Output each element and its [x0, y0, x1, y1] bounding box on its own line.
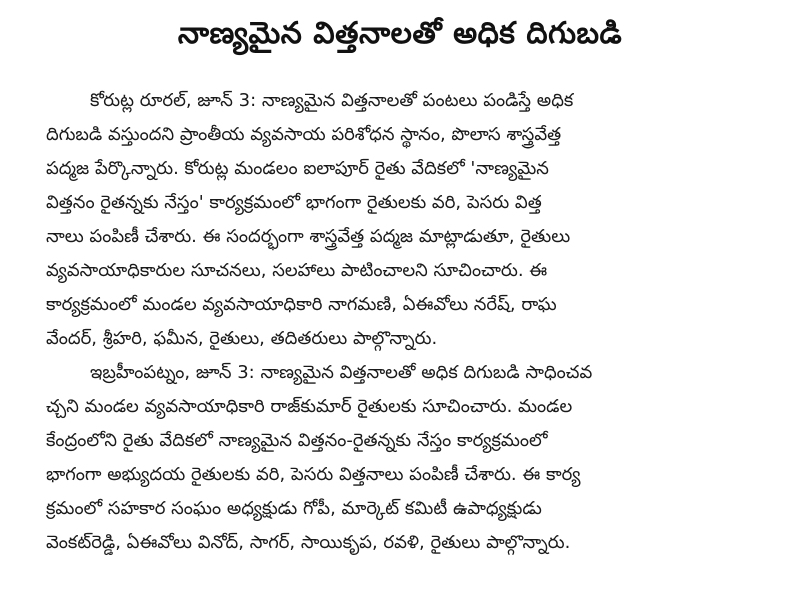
paragraph-line: భాగంగా అభ్యుదయ రైతులకు వరి, పెసరు విత్తనాలు పంపిణీ చేశారు. ఈ కార్య [46, 464, 581, 485]
paragraph-line: దిగుబడి వస్తుందని ప్రాంతీయ వ్యవసాయ పరిశోధన స్థానం, పొలాస శాస్త్రవేత్త [46, 124, 562, 145]
page-bottom-edge [0, 607, 800, 615]
paragraph-line: చ్చని మండల వ్యవసాయాధికారి రాజ్‌కుమార్ రైతులకు సూచించారు. మండల [46, 396, 573, 417]
paragraph-line: కేంద్రంలోని రైతు వేదికలో నాణ్యమైన విత్తనం-రైతన్నకు నేస్తం కార్యక్రమంలో [46, 430, 548, 451]
paragraph-line: విత్తనం రైతన్నకు నేస్తం' కార్యక్రమంలో భాగంగా రైతులకు వరి, పెసరు విత్త [46, 192, 542, 213]
paragraph-korutla [46, 84, 770, 356]
headline: నాణ్యమైన విత్తనాలతో అధిక దిగుబడి [177, 16, 623, 51]
article-body [46, 84, 770, 560]
paragraph-line: క్రమంలో సహకార సంఘం అధ్యక్షుడు గోపీ, మార్కెట్ కమిటీ ఉపాధ్యక్షుడు [46, 498, 542, 519]
paragraph-line: వేందర్, శ్రీహరి, ఫమీన, రైతులు, తదితరులు పాల్గొన్నారు. [46, 328, 438, 349]
paragraph-line: వ్యవసాయాధికారుల సూచనలు, సలహాలు పాటించాలని సూచించారు. ఈ [46, 260, 548, 281]
paragraph-line: పద్మజ పేర్కొన్నారు. కోరుట్ల మండలం ఐలాపూర్ రైతు వేదికలో 'నాణ్యమైన [46, 158, 549, 179]
paragraph-line: కోరుట్ల రూరల్, జూన్ 3: నాణ్యమైన విత్తనాలతో పంటలు పండిస్తే అధిక [90, 90, 574, 111]
paragraph-line: నాలు పంపిణీ చేశారు. ఈ సందర్భంగా శాస్త్రవేత్త పద్మజ మాట్లాడుతూ, రైతులు [46, 226, 571, 247]
paragraph-ibrahimpatnam [46, 356, 770, 560]
paragraph-line: వెంకట్‌రెడ్డి, ఏఈవోలు వినోద్, సాగర్, సాయికృప, రవళి, రైతులు పాల్గొన్నారు. [46, 532, 571, 553]
paragraph-line: ఇబ్రహీంపట్నం, జూన్ 3: నాణ్యమైన విత్తనాలతో అధిక దిగుబడి సాధించవ [90, 362, 593, 383]
paragraph-line: కార్యక్రమంలో మండల వ్యవసాయాధికారి నాగమణి, ఏఈవోలు నరేష్, రాఘ [46, 294, 557, 315]
